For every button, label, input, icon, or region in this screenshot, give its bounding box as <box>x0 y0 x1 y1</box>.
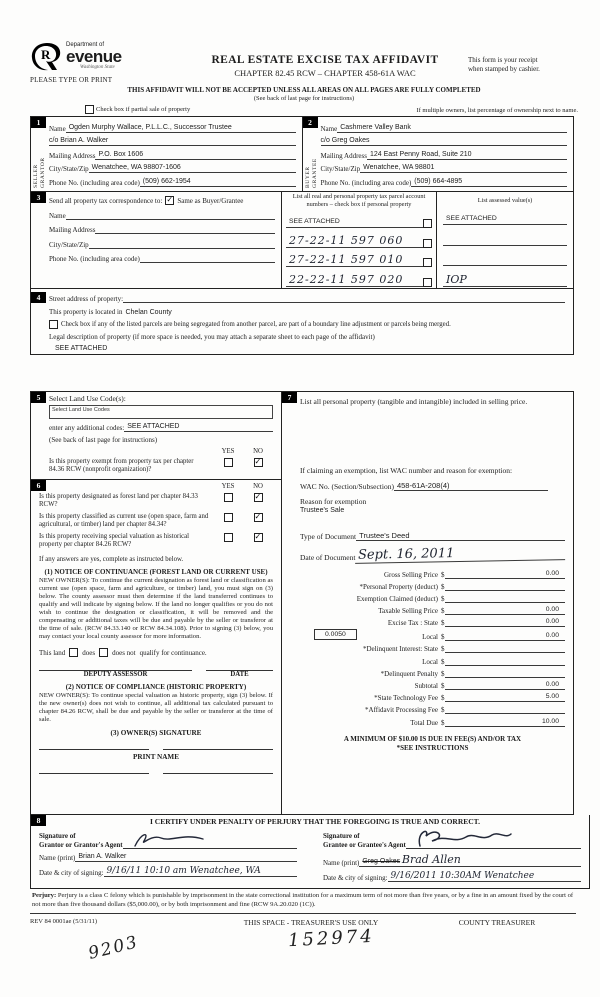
fee-table <box>300 566 565 726</box>
handwritten-number-center: 152974 <box>287 925 376 952</box>
parcel-personal-checkbox[interactable] <box>423 258 432 267</box>
grantor-date-label: Date & city of signing: <box>39 869 104 877</box>
wac-number-label: WAC No. (Section/Subsection) <box>300 481 394 491</box>
personal-property-text: List all personal property (tangible and intangible) included in selling price. <box>300 397 528 406</box>
seller-mailing-value: P.O. Box 1606 <box>95 151 295 160</box>
section-2-badge: 2 <box>303 117 318 128</box>
correspondence-label: Send all property tax correspondence to: <box>49 196 163 205</box>
fee-value: 10.00 <box>445 718 566 727</box>
historic-yes-checkbox[interactable] <box>224 533 233 542</box>
buyer-name-value: Cashmere Valley Bank <box>337 124 567 133</box>
seller-name-value: Ogden Murphy Wallace, P.L.L.C., Successor Trustee <box>66 124 296 133</box>
street-address-value <box>123 294 565 303</box>
buyer-mailing-label: Mailing Address <box>320 151 367 160</box>
assessed-row: IOP <box>443 273 567 287</box>
land-use-title: Select Land Use Code(s): <box>49 394 126 403</box>
section-8-badge: 8 <box>31 815 46 826</box>
grantor-signature-block <box>39 828 297 882</box>
notice-compliance-title: (2) NOTICE OF COMPLIANCE (HISTORIC PROPERTY) <box>65 683 247 692</box>
svg-text:R: R <box>41 47 51 62</box>
form-revision-number: REV 84 0001ae (5/31/11) <box>30 918 97 926</box>
county-value: Chelan County <box>125 308 172 316</box>
dollar-sign: $ <box>441 607 445 616</box>
certification-section <box>30 815 590 889</box>
fee-label: Excise Tax : State <box>387 619 438 628</box>
dor-logo-block <box>30 42 182 84</box>
does-label: does <box>82 648 96 657</box>
current-use-no-checkbox[interactable] <box>254 513 263 522</box>
dollar-sign: $ <box>441 645 445 654</box>
parcel-row: 27-22-11 597 060 <box>286 234 423 248</box>
owner-signature-line <box>39 749 149 750</box>
section-3-badge: 3 <box>31 192 46 203</box>
deputy-assessor-label: DEPUTY ASSESSOR <box>83 671 148 679</box>
section-6-badge: 6 <box>31 480 46 491</box>
grantor-name-value: Brian A. Walker <box>75 853 297 862</box>
assessed-row <box>443 236 567 246</box>
perjury-label: Perjury: <box>32 892 57 899</box>
fee-label: *Affidavit Processing Fee <box>365 706 438 715</box>
parcel-row: SEE ATTACHED <box>286 218 423 228</box>
buyer-name-label: Name <box>320 124 338 133</box>
revenue-logo-icon <box>30 42 64 72</box>
fee-value <box>445 644 566 653</box>
date-of-document-label: Date of Document <box>300 553 356 563</box>
fee-value <box>445 705 566 714</box>
seller-phone-label: Phone No. (including area code) <box>49 178 140 187</box>
dollar-sign: $ <box>441 594 445 603</box>
reason-exemption-label: Reason for exemption <box>300 496 367 506</box>
exempt-yes-checkbox[interactable] <box>224 458 233 467</box>
dollar-sign: $ <box>441 570 445 579</box>
grantor-sig-label: Signature of <box>39 832 76 841</box>
partial-sale-checkbox[interactable] <box>85 105 94 114</box>
dollar-sign: $ <box>441 718 445 727</box>
buyer-city-value: Wenatchee, WA 98801 <box>360 164 567 173</box>
minimum-due-note: A MINIMUM OF $10.00 IS DUE IN FEE(S) AND/OR TAX <box>343 734 522 743</box>
corr-city-value <box>89 240 275 249</box>
parcel-column-header: List all real and personal property tax parcel account numbers – check box if personal property <box>292 193 426 208</box>
grantee-date-label: Date & city of signing: <box>323 874 388 882</box>
parcel-personal-checkbox[interactable] <box>423 278 432 287</box>
grantor-date-value: 9/16/11 10:10 am Wenatchee, WA <box>104 866 297 877</box>
fee-value: 0.00 <box>445 618 566 627</box>
personal-property-section <box>282 392 573 814</box>
perjury-text: Perjury is a class C felony which is punishable by imprisonment in the state correctional institution for a maximum term of not more than five years, or by a fine in an amount fixed by the court of not more than five thousand dollars ($5,000.00), or by both imprisonment and fine (RCW 9A.20.020 (1C)). <box>32 892 574 908</box>
does-qualify-checkbox[interactable] <box>69 648 78 657</box>
notice-continuance-title: (1) NOTICE OF CONTINUANCE (FOREST LAND OR CURRENT USE) <box>44 567 268 576</box>
assessed-column-header: List assessed value(s) <box>477 197 533 204</box>
owners-signature-heading: (3) OWNER(S) SIGNATURE <box>110 729 202 738</box>
located-in-label: This property is located in <box>49 308 123 316</box>
street-address-label: Street address of property: <box>49 295 124 303</box>
same-as-buyer-checkbox[interactable] <box>165 196 174 205</box>
reason-exemption-value: Trustee's Sale <box>300 507 345 515</box>
grantee-name-value: Brad Allen <box>401 853 461 866</box>
buyer-phone-label: Phone No. (including area code) <box>320 178 412 187</box>
buyer-city-label: City/State/Zip <box>320 165 361 174</box>
see-instructions-note: *SEE INSTRUCTIONS <box>396 744 469 753</box>
corr-mailing-label: Mailing Address <box>49 226 96 234</box>
owner-print-name-line <box>163 773 273 774</box>
buyer-grantee-side-label: BUYER GRANTEE <box>304 158 318 188</box>
current-use-yes-checkbox[interactable] <box>224 513 233 522</box>
grantee-name-crossed: Greg Oakes <box>362 858 401 865</box>
parcel-numbers-column <box>282 192 437 288</box>
grantor-name-label: Name (print) <box>39 854 76 862</box>
exemption-intro: If claiming an exemption, list WAC number and reason for exemption: <box>300 465 513 475</box>
fee-label: Total Due <box>410 718 438 727</box>
assessor-date-label: DATE <box>230 671 249 679</box>
this-land-label: This land <box>39 648 66 657</box>
does-not-qualify-checkbox[interactable] <box>99 648 108 657</box>
form-subtitle: CHAPTER 82.45 RCW – CHAPTER 458-61A WAC <box>234 68 416 78</box>
exempt-question: Is this property exempt from property tax per chapter 84.36 RCW (nonprofit organization)? <box>49 458 194 474</box>
partial-sale-label: Check box if partial sale of property <box>96 106 191 113</box>
assessed-row <box>443 256 567 266</box>
buyer-mailing-value: 124 East Penny Road, Suite 210 <box>367 151 567 160</box>
additional-codes-value: SEE ATTACHED <box>124 423 273 432</box>
form-header <box>30 42 578 84</box>
fee-label: *Delinquent Interest: State <box>362 645 438 654</box>
section-1-badge: 1 <box>31 117 46 128</box>
parcel-row: 27-22-11 597 010 <box>286 253 423 267</box>
legal-description-label: Legal description of property (if more space is needed, you may attach a separate sheet to each page of the affidavit) <box>49 333 375 341</box>
fee-label: Taxable Selling Price <box>378 607 438 616</box>
qualify-label: qualify for continuance. <box>139 648 207 657</box>
land-use-dropdown[interactable]: Select Land Use Codes <box>49 405 273 419</box>
form-title: REAL ESTATE EXCISE TAX AFFIDAVIT <box>211 54 439 66</box>
seller-grantor-side-label: SELLER GRANTOR <box>33 157 46 188</box>
seller-section <box>31 117 303 191</box>
section-4-badge: 4 <box>31 292 46 303</box>
see-back-note: (See back of last page for instructions) <box>253 95 355 102</box>
grantee-name-label: Name (print) <box>323 859 360 867</box>
fee-label: *Delinquent Penalty <box>380 669 438 678</box>
treasurer-space-label: THIS SPACE - TREASURER'S USE ONLY <box>243 918 379 928</box>
no-header: NO <box>253 448 263 455</box>
if-any-yes-note: If any answers are yes, complete as instructed below. <box>39 555 184 563</box>
notice-compliance-body: NEW OWNER(S): To continue special valuation as historic property, sign (3) below. If the new owner(s) does not wish to continue, all additional tax calculated pursuant to chapter 84.26 RCW, shall be due and payable by the seller or transferor at the time of sale. <box>39 692 273 724</box>
fee-value <box>445 669 566 678</box>
handwritten-number-left: 9203 <box>86 932 141 964</box>
grantee-date-value: 9/16/2011 10:30AM Wenatchee <box>388 871 581 882</box>
wac-number-value: 458-61A-208(4) <box>394 481 549 491</box>
grantee-sig-label: Signature of <box>323 832 360 841</box>
historic-question: Is this property receiving special valuation as historical property per chapter 84.26 RCW? <box>39 532 190 549</box>
fee-value: 0.00 <box>445 681 566 690</box>
assessed-values-column <box>437 192 573 288</box>
owner-print-name-line <box>39 773 149 774</box>
forest-yes-checkbox[interactable] <box>224 493 233 502</box>
seller-city-value: Wenatchee, WA 98807-1606 <box>89 164 296 173</box>
fee-value: 5.00 <box>445 693 566 702</box>
grantee-sig-label2: Grantee or Grantee's Agent <box>323 840 406 849</box>
corr-name-label: Name <box>49 211 66 220</box>
revenue-wordmark: evenue <box>66 47 122 66</box>
property-address-section <box>31 289 573 354</box>
buyer-co-value: c/o Greg Oakes <box>321 137 568 146</box>
fee-label: Exemption Claimed (deduct) <box>356 594 438 603</box>
county-treasurer-label: COUNTY TREASURER <box>458 918 536 928</box>
corr-phone-label: Phone No. (including area code) <box>49 255 140 263</box>
forest-land-question: Is this property designated as forest land per chapter 84.33 RCW? <box>39 492 198 509</box>
receipt-note: This form is your receipt when stamped by cashier. <box>468 56 540 74</box>
dollar-sign: $ <box>441 582 445 591</box>
print-name-heading: PRINT NAME <box>133 753 179 762</box>
fee-value: 0.00 <box>445 606 566 615</box>
same-as-buyer-label: Same as Buyer/Grantee <box>177 196 244 205</box>
seller-city-label: City/State/Zip <box>49 165 89 174</box>
yes-header: YES <box>221 448 235 455</box>
legal-description-value: SEE ATTACHED <box>55 345 108 352</box>
parcel-personal-checkbox[interactable] <box>423 219 432 228</box>
corr-phone-value <box>140 254 275 263</box>
land-designation-section <box>31 480 281 814</box>
section-7-badge: 7 <box>282 392 297 403</box>
land-use-code-section <box>31 392 281 480</box>
forest-no-checkbox[interactable] <box>254 493 263 502</box>
fee-label: *State Technology Fee <box>374 694 438 703</box>
fee-value: 0.00 <box>445 570 566 579</box>
sec5-see-back-note: (See back of last page for instructions) <box>49 436 158 444</box>
dept-of-label: Department of <box>66 42 105 48</box>
buyer-section <box>303 117 574 191</box>
exempt-no-checkbox[interactable] <box>254 458 263 467</box>
parcel-row: 22-22-11 597 020 <box>286 273 423 287</box>
seller-mailing-label: Mailing Address <box>49 151 96 160</box>
dollar-sign: $ <box>441 706 445 715</box>
yes-header: YES <box>221 482 235 490</box>
current-use-question: Is this property classified as current use (open space, farm and agricultural, or timber) land per chapter 84.34? <box>39 512 209 529</box>
parcel-personal-checkbox[interactable] <box>423 239 432 248</box>
fee-label: Local <box>422 633 438 642</box>
notice-continuance-body: NEW OWNER(S): To continue the current designation as forest land or classification as current use (open space, farm and agriculture, or timber) land, you must sign on (3) below. The county assessor must then determine if the land transferred continues to qualify and will indicate by signing below. If the land no longer qualifies or you do not wish to continue the designation or classification, it will be removed and the compensating or additional taxes will be due and payable by the seller or transferor at the time of sale. (RCW 84.33.140 or RCW 84.34.108). Prior to signing (3) below, you may contact your local county assessor for more information. <box>39 576 273 641</box>
certify-statement: I CERTIFY UNDER PENALTY OF PERJURY THAT THE FOREGOING IS TRUE AND CORRECT. <box>149 817 480 826</box>
seller-phone-value: (509) 662-1954 <box>140 178 296 187</box>
perjury-statement <box>30 889 576 914</box>
segregated-label: Check box if any of the listed parcels are being segregated from another parcel, are part of a boundary line adjustment or parcels being merged. <box>61 321 451 328</box>
seller-co-value: c/o Brian A. Walker <box>49 137 296 146</box>
section-5-badge: 5 <box>31 392 46 403</box>
fee-label: *Personal Property (deduct) <box>359 582 438 591</box>
fee-label: Gross Selling Price <box>383 570 438 579</box>
dollar-sign: $ <box>441 657 445 666</box>
grantee-signature-block <box>323 828 581 882</box>
local-rate-box: 0.0050 <box>314 629 357 640</box>
date-of-document-value: Sept. 16, 2011 <box>355 545 565 565</box>
corr-mailing-value <box>95 225 275 234</box>
type-of-document-label: Type of Document <box>300 532 357 542</box>
fee-value <box>445 582 566 591</box>
no-header: NO <box>253 482 263 490</box>
fee-value <box>445 657 566 666</box>
please-type-or-print: PLEASE TYPE OR PRINT <box>30 76 113 84</box>
assessed-row: SEE ATTACHED <box>443 215 567 225</box>
dollar-sign: $ <box>441 619 445 628</box>
does-not-label: does not <box>112 648 136 657</box>
multiple-owners-note: If multiple owners, list percentage of ownership next to name. <box>416 107 578 114</box>
grantee-signature-line <box>406 828 581 849</box>
washington-state-tagline: Washington State <box>80 65 115 70</box>
tax-correspondence-section <box>31 192 573 289</box>
fee-label: Subtotal <box>414 682 438 691</box>
dollar-sign: $ <box>441 669 445 678</box>
type-of-document-value: Trustee's Deed <box>356 531 565 541</box>
corr-city-label: City/State/Zip <box>49 240 89 249</box>
grantee-signature-scrawl-icon <box>414 826 514 850</box>
segregated-checkbox[interactable] <box>49 320 58 329</box>
fee-label: Local <box>422 657 438 666</box>
buyer-phone-value: (509) 664-4895 <box>411 178 567 187</box>
owner-signature-line <box>163 749 273 750</box>
corr-name-value <box>66 211 275 220</box>
dollar-sign: $ <box>441 694 445 703</box>
grantor-signature-line <box>123 828 297 849</box>
dollar-sign: $ <box>441 633 445 642</box>
fee-value: 0.00 <box>445 632 566 641</box>
form-body <box>30 116 574 355</box>
fee-value <box>445 594 566 603</box>
grantor-sig-label2: Grantor or Grantor's Agent <box>39 840 123 849</box>
dollar-sign: $ <box>441 682 445 691</box>
grantor-signature-scrawl-icon <box>131 830 211 850</box>
acceptance-notice: THIS AFFIDAVIT WILL NOT BE ACCEPTED UNLESS ALL AREAS ON ALL PAGES ARE FULLY COMPLETED <box>127 86 481 94</box>
seller-name-label: Name <box>49 124 66 133</box>
historic-no-checkbox[interactable] <box>254 533 263 542</box>
additional-codes-label: enter any additional codes: <box>49 424 125 432</box>
